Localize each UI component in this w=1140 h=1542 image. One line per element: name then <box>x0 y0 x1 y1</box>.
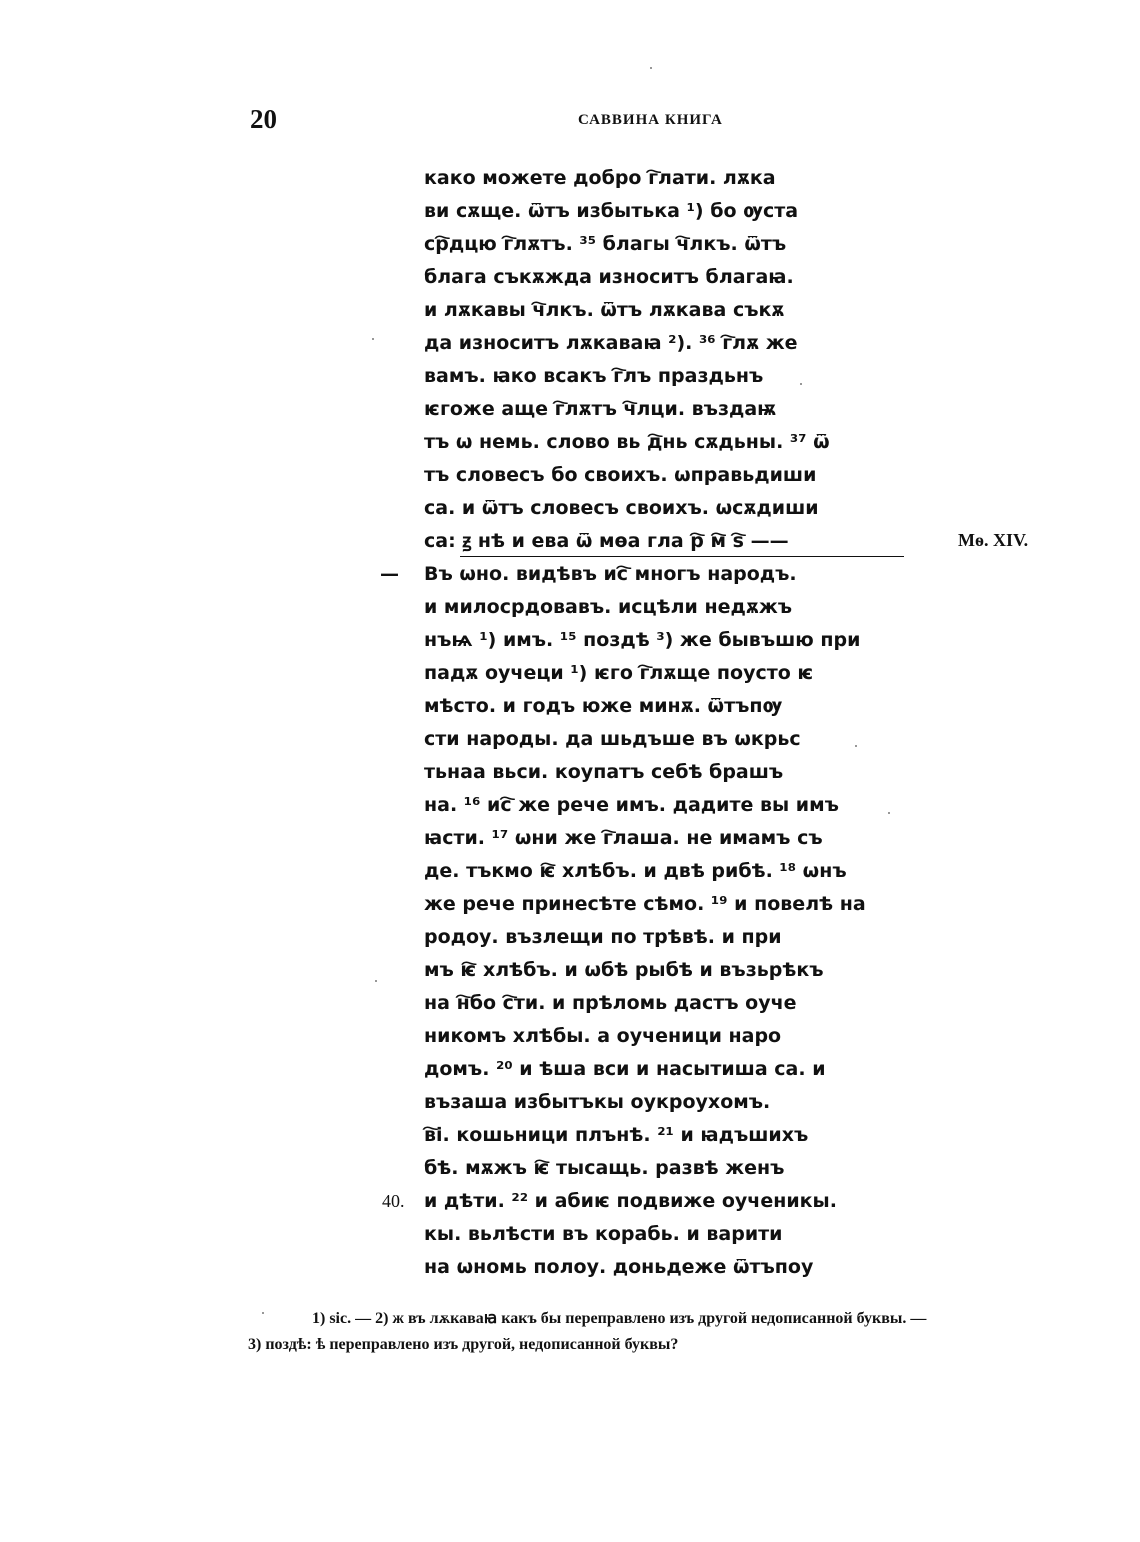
paper-speck <box>262 1312 264 1314</box>
paper-speck <box>800 383 802 385</box>
text-line: блага съкѫжда износитъ благаꙗ. <box>424 266 794 288</box>
text-line: домъ. ²⁰ и ѣша вси и насытиша са. и <box>424 1058 826 1080</box>
paper-speck <box>650 67 652 69</box>
text-line: тъ ѡ немь. слово вь д҇нь сѫдьны. ³⁷ ѿ <box>424 431 830 453</box>
paper-speck <box>855 745 857 747</box>
text-line: падѫ оучеци ¹) ѥго г҇лѫще поусто ѥ <box>424 662 814 684</box>
text-line: на. ¹⁶ ис҇ же рече имъ. дадите вы имъ <box>424 794 839 816</box>
text-line: ви сѫще. ѿтъ избытька ¹) бо ѹста <box>424 200 799 222</box>
text-line: сти народы. да шьдъше въ ѡкрьс <box>424 728 801 750</box>
text-line: възаша избытъкы оукроухомъ. <box>424 1091 771 1113</box>
lection-start-dash: — <box>380 563 399 585</box>
footnotes <box>248 1306 1068 1358</box>
text-line: да износитъ лѫкаваꙗ ²). ³⁶ г҇лѫ же <box>424 332 798 354</box>
text-line: мѣсто. и годъ юже минѫ. ѿтъпѹ <box>424 695 783 717</box>
text-line: ꙗсти. ¹⁷ ѡни же г҇лаша. не имамъ съ <box>424 827 823 849</box>
text-line: кы. вьлѣсти въ корабь. и варити <box>424 1223 783 1245</box>
text-line: нъѩ ¹) имъ. ¹⁵ поздѣ ³) же бывъшю при <box>424 629 861 651</box>
text-line-content: и дѣти. ²² и абиѥ подвиже оученикы. <box>424 1190 837 1212</box>
text-line: де. тъкмо ѥ҇ хлѣбъ. и двѣ рибѣ. ¹⁸ ѡнъ <box>424 860 847 882</box>
text-line: са. и ѿтъ словесъ своихъ. ѡсѫдиши <box>424 497 819 519</box>
text-line-numbered <box>382 1185 944 1218</box>
paper-speck <box>372 338 374 340</box>
text-line: бѣ. мѫжъ ѥ҇ тысащь. развѣ женъ <box>424 1157 785 1179</box>
text-line: на ѡномь полоу. доньдеже ѿтъпоу <box>424 1256 814 1278</box>
page-number: 20 <box>250 104 277 134</box>
footnote-line: 3) поздѣ: ѣ переправлено изъ другой, недописанной буквы? <box>248 1336 679 1353</box>
paper-speck <box>888 812 890 814</box>
text-line: в҇і. кошьници плънѣ. ²¹ и ꙗдъшихъ <box>424 1124 809 1146</box>
text-line: же рече принесѣте сѣмо. ¹⁹ и повелѣ на <box>424 893 866 915</box>
text-line-with-dash <box>380 558 944 591</box>
text-line: вамъ. ꙗко всакъ г҇лъ праздьнъ <box>424 365 764 387</box>
text-line: ср҇дцю г҇лѫтъ. ³⁵ благы ч҇лкъ. ѿтъ <box>424 233 787 255</box>
text-line: на н҇бо с҇ти. и прѣломь дастъ оуче <box>424 992 797 1014</box>
margin-reference: Mѳ. XIV. <box>958 530 1029 550</box>
line-number: 40. <box>382 1191 405 1211</box>
text-line-content: Въ ѡно. видѣвъ ис҇ многъ народъ. <box>424 563 797 585</box>
running-head-title: САВВИНА КНИГА <box>578 112 723 128</box>
text-line: никомъ хлѣбы. а оученици наро <box>424 1025 782 1047</box>
old-slavonic-text <box>380 162 944 1284</box>
text-line: ѥгоже аще г҇лѫтъ ч҇лци. въздаѭ <box>424 398 777 420</box>
text-line: како можете добро г҇лати. лѫка <box>424 167 776 189</box>
footnote-line: 1) sic. — 2) ж въ лѫкаваꙗ какъ бы переправлено изъ другой недописанной буквы. — <box>312 1310 927 1327</box>
text-line: тьнаа вьси. коупатъ себѣ брашъ <box>424 761 784 783</box>
text-line: тъ словесъ бо своихъ. ѡправьдиши <box>424 464 817 486</box>
paper-speck <box>375 980 377 982</box>
text-line: и лѫкавы ч҇лкъ. ѿтъ лѫкава съкѫ <box>424 299 785 321</box>
text-line: родоу. възлещи по трѣвѣ. и при <box>424 926 782 948</box>
text-line-lection-heading: са: ꙃ нѣ и ева ѿ мѳа гла р҇ м҇ ѕ҇ —— <box>424 525 944 558</box>
text-line: и милосрдовавъ. исцѣли недѫжъ <box>424 596 793 618</box>
text-line: мъ ѥ҇ хлѣбъ. и ѡбѣ рыбѣ и възьрѣкъ <box>424 959 824 981</box>
